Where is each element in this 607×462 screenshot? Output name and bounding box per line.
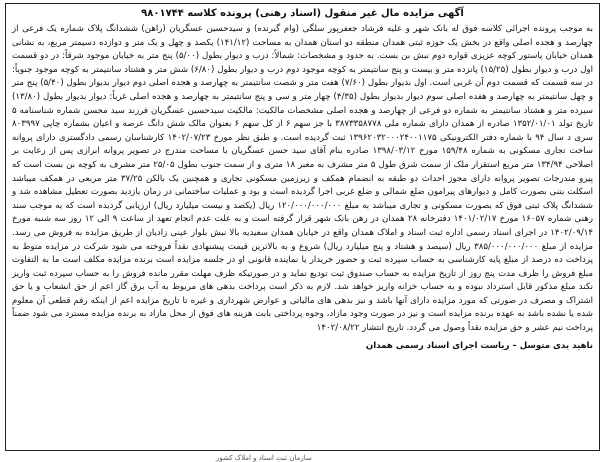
auction-notice (5, 3, 600, 462)
registry-stamp: سازمان ثبت اسناد و املاک کشور (216, 454, 312, 462)
notice-body: به موجب پرونده اجرائی کلاسه فوق له بانک شهر و علیه فرشاد جعفرپور سلگی (وام گیرنده) و سیدحسین عسگریان (راهن) ششدانگ پلاک شماره یک فرعی از چهارصد و هجده اصلی واقع در بخش یک حوزه ثبتی همدان منطقه دو استان همدان به مساحت (۱۴۱/۱۲) یکصد و چهل و یک متر و دوازده دسیمتر مربع، به نشانی همدان خیابان پاستور کوچه عزیزی قواره دوم نبش بن بست. به حدود و مشخصات: شمالاً: درب و دیوار بطول (۵/۰۰) پنج متر به خیابان موجود شرقاً: در دو قسمت اول درب و دیوار بطول (۱۵/۲۵) پانزده متر و بیست و پنج سانتیمتر به کوچه موجود دوم درب و دیوار بطول (۶/۸۰) شش متر و هشتاد سانتیمتر به کوچه موجود جنوباً: در سه قسمت که قسمت دوم آن غربی است. اول بدیوار بطول (۷/۶۰) هفت متر و شصت سانتیمتر به چهارصد و هجده اصلی دوم دیوار بدیوار بطول (۵/۴۰) پنج متر و چهل سانتیمتر به چهارصد و هفده اصلی سوم دیوار بدیوار بطول (۴/۳۵) چهار متر و سی و پنج سانتیمتر به چهارصد و هجده اصلی غرباً: دیوار بدیوار بطول (۱۳/۸۰) سیزده متر و هشتاد سانتیمتر به شماره دو فرعی از چهارصد و هجده اصلی مشخصات مالکیت: مالکیت سیدحسین عسگریان فرزند سید محسن شماره شناسنامه ۵ تاریخ تولد ۱۳۵۲/۰۱/۰۱ صادره از همدان دارای شماره ملی ۳۸۷۳۳۵۸۷۷۸ با جز سهم ۶ از کل سهم ۶ بعنوان مالک شش دانگ عرصه و اعیان بشماره چاپی ۸۰۳۹۹۷ سری د سال ۹۴ با شماره دفتر الکترونیکی ۱۳۹۶۲۰۳۲۰۰۰۲۴۰۰۱۱۷۵ ثبت گردیده است. و طبق نظر مورخ ۱۴۰۲/۰۷/۲۳ کارشناسان رسمی دادگستری دارای پروانه ساخت تجاری مسکونی به شماره ۱۵۹/۴۸ مورخ ۱۳۹۸/۰۳/۱۲ صادره بنام آقای سید حسن عسگریان با مساحت مندرج در تصویر پروانه ابرازی پس از رعایت بر اصلاحی ۱۳۴/۹۴ متر مربع استقرار ملک از سمت شرق طول ۵ متر مشرف به معبر ۱۸ متری و از سمت جنوب بطول ۲۵/۰۵ متر مشرف به کوچه بن بست است که پیرو مندرجات تصویر پروانه دارای مجوز احداث دو طبقه به انضمام همکف و زیرزمین مسکونی تجاری و همچنین یک بالکن ۳۷/۲۵ متر مربعی در همکف میباشد اسکلت بتنی بصورت کامل و دیوارهای پیرامون ضلع شمالی و ضلع غربی اجرا گردیده است و بود و عملیات ساختمانی در زمان بازدید بصورت تعطیل مشاهده شد و ششدانگ پلاک ثبتی فوق که بصورت مسکونی و تجاری میباشد به مبلغ ۱۲۰/۰۰۰/۰۰۰/۰۰۰ ریال (یکصد و بیست میلیارد ریال) ارزیابی گردیده است که به موجب سند رهنی شماره ۱۶۰۵۷ مورخ ۱۴۰۱/۰۲/۱۷ دفترخانه ۲۸ همدان در رهن بانک شهر قرار گرفته است و به علت عدم انجام تعهد از ساعت ۹ الی ۱۲ روز سه شنبه مورخ ۱۴۰۲/۰۹/۱۴ در اجرای اسناد رسمی اداره ثبت اسناد و املاک همدان واقع در خیابان همدان سعیدیه بالا نبش بلوار عینی زادیان از طریق مزایده به فروش می رسد. مزایده از مبلغ ۳۸۵/۰۰۰/۰۰۰/۰۰۰ ریال (سیصد و هشتاد و پنج میلیارد ریال) شروع و به بالاترین قیمت پیشنهادی نقداً فروخته می شود شرکت در مزایده منوط به پرداخت ده درصد از مبلغ پایه کارشناسی به حساب سپرده ثبت و حضور خریدار یا نماینده قانونی او در جلسه مزایده است برنده مزایده مکلف است ما به التفاوت مبلغ فروش را ظرف مدت پنج روز از تاریخ مزایده به حساب صندوق ثبت تودیع نماید و در صورتیکه ظرف مهلت مقرر مانده فروش را به حساب سپرده ثبت واریز نکند مبلغ مذکور قابل استرداد نبوده و به حساب خزانه واریز خواهد شد. لازم به ذکر است پرداخت بدهی های مربوط به آب برق گاز اعم از حق انشعاب و یا حق اشتراک و مصرف در صورتی که مورد مزایده دارای آنها باشد و نیز بدهی های مالیاتی و عوارض شهرداری و غیره تا تاریخ مزایده اعم از اینکه رقم قطعی آن معلوم شده یا نشده باشد به عهده برنده مزایده است و نیز در صورت وجود مازاد، وجوه پرداختی بابت هزینه های فوق از محل مازاد به برنده مزایده مسترد می شود ضمناً پرداخت نیم عشر و حق مزایده نقداً وصول می گردد. تاریخ انتشار ۱۴۰۲/۰۸/۲۲ (12, 24, 593, 334)
notice-signature: ناهید یدی متوسل – ریاست اجرای اسناد رسمی همدان (365, 340, 593, 351)
notice-title: آگهی مزایده مال غیر منقول (اسناد رهنی) پرونده کلاسه ۹۸۰۱۷۴۴ (141, 8, 464, 19)
